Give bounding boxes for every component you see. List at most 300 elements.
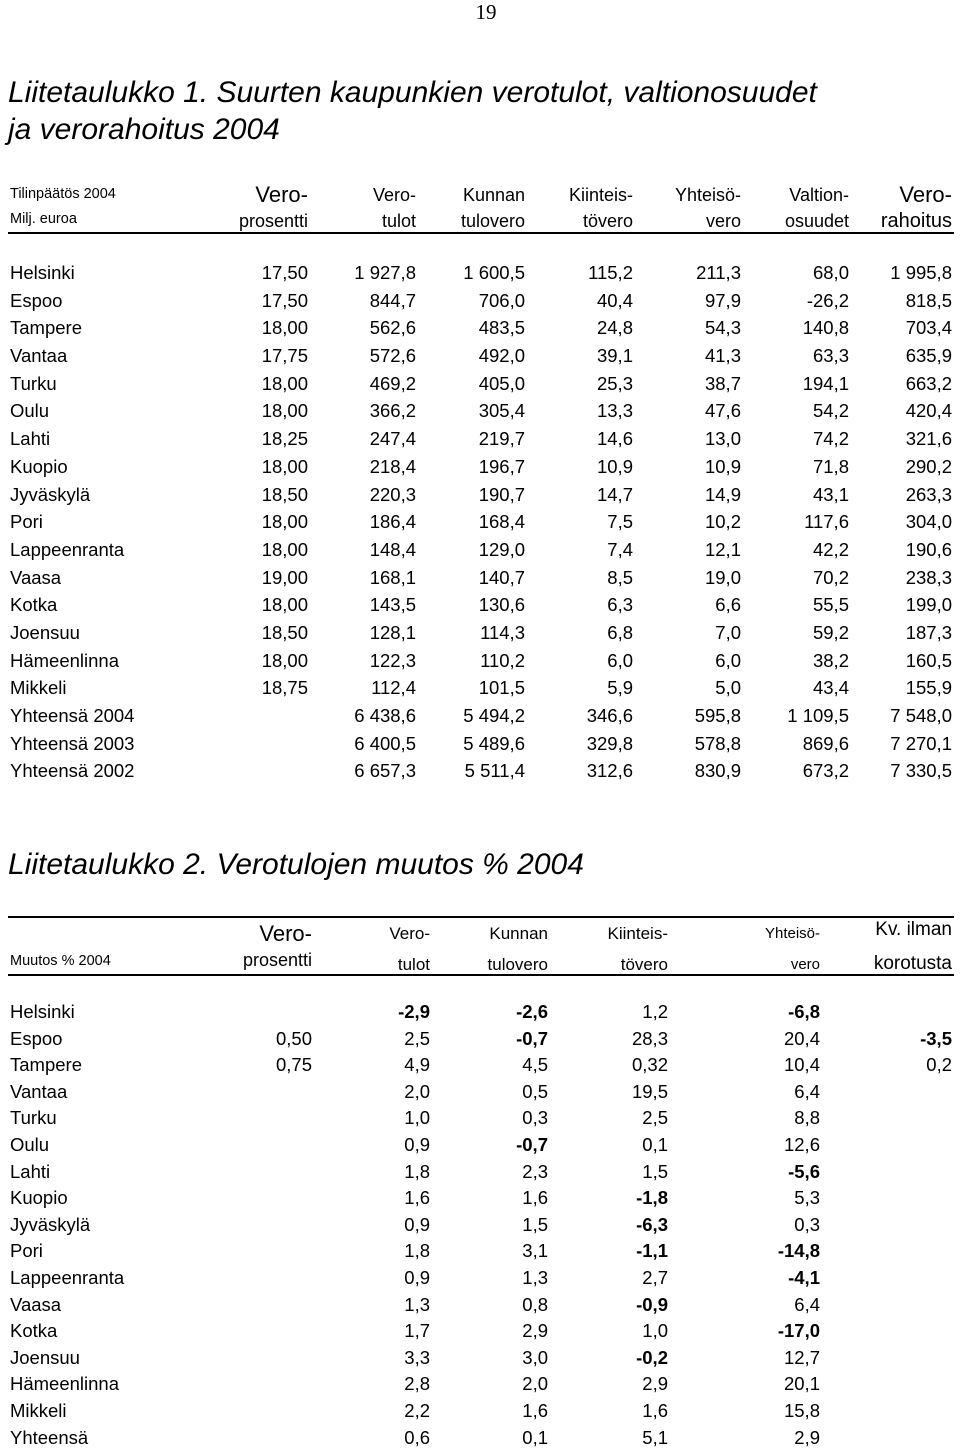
table-cell: 0,32 — [631, 1054, 668, 1076]
table-cell: 492,0 — [478, 345, 525, 367]
table-cell: 405,0 — [478, 372, 525, 394]
table-row — [8, 1318, 954, 1345]
row-name: Yhteensä 2004 — [10, 705, 135, 726]
row-name: Kotka — [10, 594, 58, 616]
table-cell: 70,2 — [812, 566, 849, 588]
table-cell: -1,8 — [636, 1187, 668, 1209]
table-cell: 168,1 — [369, 566, 416, 588]
table-cell: 5,1 — [642, 1426, 668, 1448]
table-cell: 18,00 — [261, 317, 308, 339]
table-cell: 55,5 — [812, 594, 849, 616]
column-header-line1: Valtion- — [789, 185, 849, 205]
table-cell: 2,0 — [404, 1080, 430, 1102]
table-cell: 1,6 — [404, 1187, 430, 1209]
table-cell: 1,6 — [522, 1399, 548, 1421]
column-header-2 — [389, 921, 430, 973]
table-cell: 6,6 — [715, 594, 741, 616]
row-name: Helsinki — [10, 1001, 75, 1022]
table-cell: 18,25 — [261, 428, 308, 450]
table-cell: 830,9 — [694, 760, 741, 782]
table-cell: 346,6 — [586, 705, 633, 726]
table-cell: 97,9 — [704, 289, 741, 311]
table-cell: 5,9 — [607, 677, 633, 699]
table-cell: 578,8 — [694, 732, 741, 754]
table-cell: 247,4 — [369, 428, 416, 450]
table-cell: 290,2 — [905, 455, 952, 477]
table-cell: 211,3 — [696, 262, 741, 283]
table-row — [8, 287, 954, 315]
row-name: Tampere — [10, 1054, 82, 1076]
table-cell: 12,6 — [783, 1133, 820, 1155]
column-header-line2: korotusta — [873, 953, 952, 974]
column-header-1 — [243, 921, 312, 973]
table-cell: 40,4 — [596, 289, 633, 311]
row-name: Yhteensä 2003 — [10, 732, 135, 754]
table-row — [8, 1371, 954, 1398]
table-cell: 68,0 — [812, 262, 849, 283]
table-cell: 148,4 — [369, 538, 416, 560]
table1-title-line2: ja verorahoitus 2004 — [8, 113, 280, 146]
table-cell: 13,0 — [704, 428, 741, 450]
table-cell: 196,7 — [478, 455, 525, 477]
table-row — [8, 1212, 954, 1239]
table-cell: -14,8 — [777, 1240, 820, 1262]
column-header-line2: tulot — [397, 955, 430, 974]
table-cell: 2,5 — [404, 1027, 430, 1049]
table-cell: -26,2 — [806, 289, 849, 311]
table-row — [8, 564, 954, 592]
column-header-line2: rahoitus — [880, 210, 952, 232]
table-cell: 18,00 — [261, 538, 308, 560]
table-row — [8, 1345, 954, 1372]
table-cell: 39,1 — [596, 345, 633, 367]
table-cell: 218,4 — [369, 455, 416, 477]
table-cell: 5,3 — [794, 1187, 820, 1209]
table-cell: -0,7 — [516, 1027, 548, 1049]
table-row — [8, 1132, 954, 1159]
table-cell: 115,2 — [588, 262, 633, 283]
column-header-3 — [488, 921, 548, 973]
table-row — [8, 999, 954, 1026]
column-header-line2: tulot — [381, 211, 416, 231]
row-name: Pori — [10, 1240, 43, 1262]
row-name: Vantaa — [10, 345, 68, 367]
table1-header-label — [10, 182, 116, 232]
table-cell: 366,2 — [369, 400, 416, 422]
row-name: Jyväskylä — [10, 483, 91, 505]
table-cell: 8,5 — [607, 566, 633, 588]
column-header-7 — [881, 182, 952, 234]
row-name: Helsinki — [10, 262, 75, 283]
table-cell: 18,00 — [261, 372, 308, 394]
table-cell: 595,8 — [694, 705, 741, 726]
column-header-line1: Kiinteis- — [568, 185, 633, 205]
table-cell: 2,3 — [522, 1160, 548, 1182]
column-header-line1: Vero- — [389, 924, 430, 943]
table-cell: 0,1 — [522, 1426, 548, 1448]
table-cell: 190,6 — [905, 538, 952, 560]
table-cell: 869,6 — [802, 732, 849, 754]
table-row — [8, 1398, 954, 1425]
table-cell: 14,6 — [596, 428, 633, 450]
table-cell: -4,1 — [788, 1266, 820, 1288]
table-cell: -1,1 — [636, 1240, 668, 1262]
table-cell: 17,50 — [261, 289, 308, 311]
table-cell: 42,2 — [812, 538, 849, 560]
row-name: Kotka — [10, 1320, 58, 1342]
table-cell: 12,7 — [783, 1346, 820, 1368]
table-row — [8, 425, 954, 453]
table-cell: 28,3 — [631, 1027, 668, 1049]
table-cell: 20,1 — [783, 1373, 820, 1395]
table-cell: 0,6 — [404, 1426, 430, 1448]
table-row — [8, 453, 954, 481]
table-cell: 63,3 — [812, 345, 849, 367]
table-row — [8, 1292, 954, 1319]
table-cell: 6 400,5 — [354, 732, 416, 754]
table-cell: 304,0 — [905, 511, 952, 533]
table-cell: 6 657,3 — [354, 760, 416, 782]
row-name: Yhteensä — [10, 1426, 89, 1448]
table-cell: 5 489,6 — [463, 732, 525, 754]
row-name: Hämeenlinna — [10, 649, 120, 671]
table-cell: 101,5 — [478, 677, 525, 699]
column-header-line1: Vero- — [372, 185, 416, 205]
table-row — [8, 1079, 954, 1106]
table1-header-rule — [8, 232, 954, 234]
column-header-line1: Vero- — [899, 182, 952, 207]
table-cell: 54,2 — [812, 400, 849, 422]
table-row — [8, 1425, 954, 1451]
column-header-line1: Kunnan — [489, 924, 548, 943]
table-cell: 1 600,5 — [463, 262, 525, 283]
table-cell: 5 494,2 — [463, 705, 525, 726]
table-cell: 2,2 — [404, 1399, 430, 1421]
table-row — [8, 1265, 954, 1292]
table-cell: 483,5 — [478, 317, 525, 339]
table-cell: 1,6 — [642, 1399, 668, 1421]
table-cell: 5,0 — [715, 677, 741, 699]
table-cell: 112,4 — [371, 677, 416, 699]
table-cell: 143,5 — [369, 594, 416, 616]
row-name: Vaasa — [10, 566, 62, 588]
table-cell: 6 438,6 — [354, 705, 416, 726]
table-cell: -5,6 — [788, 1160, 820, 1182]
column-header-5 — [765, 921, 820, 973]
table-row — [8, 259, 954, 287]
row-name: Lappeenranta — [10, 538, 125, 560]
table-cell: 0,50 — [275, 1027, 312, 1049]
row-name: Oulu — [10, 400, 50, 422]
row-name: Jyväskylä — [10, 1213, 91, 1235]
table-cell: 7 548,0 — [890, 705, 952, 726]
table-cell: 6,4 — [794, 1293, 820, 1315]
table-cell: 186,4 — [369, 511, 416, 533]
table-cell: 1,5 — [522, 1213, 548, 1235]
row-name: Kuopio — [10, 1187, 68, 1209]
table-cell: 18,50 — [261, 621, 308, 643]
table-row — [8, 481, 954, 509]
column-header-4 — [608, 921, 668, 973]
table-cell: 18,50 — [261, 483, 308, 505]
column-header-6 — [785, 182, 849, 234]
table-cell: -2,9 — [398, 1001, 430, 1022]
table-cell: 420,4 — [905, 400, 952, 422]
row-name: Hämeenlinna — [10, 1373, 120, 1395]
table-cell: 0,5 — [522, 1080, 548, 1102]
table-cell: 10,9 — [596, 455, 633, 477]
table2-header-label — [10, 949, 111, 973]
table-cell: 74,2 — [812, 428, 849, 450]
table-cell: 321,6 — [905, 428, 952, 450]
table-cell: 129,0 — [478, 538, 525, 560]
table-row — [8, 1105, 954, 1132]
row-name: Lahti — [10, 1160, 51, 1182]
table-cell: 19,5 — [631, 1080, 668, 1102]
table-cell: 329,8 — [586, 732, 633, 754]
column-header-4 — [569, 182, 633, 234]
column-header-2 — [373, 182, 416, 234]
table-cell: 19,00 — [261, 566, 308, 588]
row-name: Turku — [10, 1107, 57, 1129]
table-cell: 7,4 — [607, 538, 633, 560]
table-cell: -0,9 — [636, 1293, 668, 1315]
table-cell: 0,9 — [404, 1213, 430, 1235]
table-cell: 1,3 — [404, 1293, 430, 1315]
table-cell: 14,9 — [704, 483, 741, 505]
row-name: Lahti — [10, 428, 51, 450]
table-cell: 110,2 — [480, 649, 525, 671]
table-cell: 187,3 — [905, 621, 952, 643]
table-row — [8, 536, 954, 564]
table-cell: -0,2 — [636, 1346, 668, 1368]
row-name: Lappeenranta — [10, 1266, 125, 1288]
table-cell: 2,9 — [522, 1320, 548, 1342]
header-label-line1: Tilinpäätös 2004 — [10, 186, 116, 202]
table-cell: 14,7 — [596, 483, 633, 505]
column-header-line1: Yhteisö- — [674, 185, 741, 205]
table-cell: 6,0 — [715, 649, 741, 671]
column-header-5 — [675, 182, 741, 234]
row-name: Tampere — [10, 317, 82, 339]
table-cell: 54,3 — [704, 317, 741, 339]
table-cell: 703,4 — [905, 317, 952, 339]
table-cell: 155,9 — [905, 677, 952, 699]
table-cell: 199,0 — [905, 594, 952, 616]
table-row — [8, 702, 954, 730]
row-name: Turku — [10, 372, 57, 394]
table-cell: 1,6 — [522, 1187, 548, 1209]
table-cell: 8,8 — [794, 1107, 820, 1129]
table-cell: 17,50 — [261, 262, 308, 283]
table-cell: 18,00 — [261, 511, 308, 533]
table-cell: 1,5 — [642, 1160, 668, 1182]
table-row — [8, 342, 954, 370]
table-cell: 3,0 — [522, 1346, 548, 1368]
column-header-line2: tövero — [620, 955, 668, 974]
column-header-line2: osuudet — [784, 211, 849, 231]
table-cell: 562,6 — [369, 317, 416, 339]
table-cell: 1 995,8 — [890, 262, 952, 283]
table-cell: 13,3 — [596, 400, 633, 422]
table-cell: 38,7 — [704, 372, 741, 394]
table-cell: 220,3 — [369, 483, 416, 505]
table2-body — [8, 999, 954, 1451]
table-cell: 1 927,8 — [354, 262, 416, 283]
table-cell: 4,9 — [404, 1054, 430, 1076]
table-cell: -2,6 — [516, 1001, 548, 1022]
table-row — [8, 647, 954, 675]
column-header-line2: tulovero — [460, 211, 525, 231]
table-row — [8, 674, 954, 702]
row-name: Oulu — [10, 1133, 50, 1155]
table-cell: 41,3 — [704, 345, 741, 367]
column-header-line1: Kiinteis- — [607, 924, 668, 943]
table-cell: 219,7 — [478, 428, 525, 450]
table-cell: 140,7 — [478, 566, 525, 588]
row-name: Joensuu — [10, 621, 80, 643]
table-cell: 663,2 — [905, 372, 952, 394]
table-cell: 469,2 — [369, 372, 416, 394]
table-row — [8, 370, 954, 398]
column-header-line2: tulovero — [487, 955, 548, 974]
table-cell: 19,0 — [704, 566, 741, 588]
table-cell: 71,8 — [812, 455, 849, 477]
table-row — [8, 397, 954, 425]
row-name: Yhteensä 2002 — [10, 760, 135, 782]
table1-header — [8, 182, 954, 232]
table-cell: 3,1 — [522, 1240, 548, 1262]
table-cell: 1 109,5 — [787, 705, 849, 726]
column-header-6 — [874, 921, 952, 973]
table-cell: 7 270,1 — [890, 732, 952, 754]
column-header-line1: Yhteisö- — [764, 925, 820, 942]
table-row — [8, 1185, 954, 1212]
table-cell: 190,7 — [478, 483, 525, 505]
table-cell: 2,5 — [642, 1107, 668, 1129]
column-header-line2: prosentti — [242, 950, 312, 970]
table-row — [8, 1052, 954, 1079]
table-cell: 10,9 — [704, 455, 741, 477]
table2-header — [8, 921, 954, 973]
table1-title-line1: Liitetaulukko 1. Suurten kaupunkien verotulot, valtionosuudet — [8, 76, 817, 109]
table-cell: 18,75 — [261, 677, 308, 699]
table-cell: 706,0 — [478, 289, 525, 311]
table1-title — [8, 74, 948, 148]
table2-top-rule — [8, 916, 954, 918]
row-name: Vantaa — [10, 1080, 68, 1102]
column-header-line1: Vero- — [255, 182, 308, 207]
table-cell: 140,8 — [802, 317, 849, 339]
table-cell: 25,3 — [596, 372, 633, 394]
table-cell: 6,8 — [607, 621, 633, 643]
column-header-line1: Kv. ilman — [875, 919, 952, 940]
column-header-3 — [461, 182, 525, 234]
table-cell: 6,0 — [607, 649, 633, 671]
table-cell: 38,2 — [812, 649, 849, 671]
table-cell: 4,5 — [522, 1054, 548, 1076]
column-header-1 — [239, 182, 308, 234]
table-cell: 312,6 — [586, 760, 633, 782]
table-cell: 1,0 — [642, 1320, 668, 1342]
table-row — [8, 757, 954, 785]
table-cell: 1,3 — [522, 1266, 548, 1288]
table-cell: 7 330,5 — [890, 760, 952, 782]
row-name: Espoo — [10, 289, 63, 311]
table-cell: 818,5 — [905, 289, 952, 311]
table-cell: 15,8 — [783, 1399, 820, 1421]
header-label-line2: Milj. euroa — [10, 211, 77, 227]
table-cell: 0,75 — [275, 1054, 312, 1076]
table-cell: -17,0 — [777, 1320, 820, 1342]
table-row — [8, 591, 954, 619]
table-cell: 122,3 — [369, 649, 416, 671]
table-cell: 305,4 — [478, 400, 525, 422]
column-header-line2: vero — [790, 956, 820, 973]
table-cell: 18,00 — [261, 400, 308, 422]
table-cell: 0,3 — [794, 1213, 820, 1235]
table-cell: 18,00 — [261, 594, 308, 616]
table-cell: 2,8 — [404, 1373, 430, 1395]
table-cell: 635,9 — [905, 345, 952, 367]
column-header-line2: vero — [705, 211, 741, 231]
table-cell: 0,9 — [404, 1266, 430, 1288]
column-header-line2: tövero — [582, 211, 633, 231]
table-cell: 47,6 — [704, 400, 741, 422]
table-cell: 2,0 — [522, 1373, 548, 1395]
table-cell: 18,00 — [261, 649, 308, 671]
table-cell: 160,5 — [905, 649, 952, 671]
table-row — [8, 1238, 954, 1265]
table-cell: 194,1 — [802, 372, 849, 394]
table-cell: 263,3 — [905, 483, 952, 505]
table-cell: 1,7 — [404, 1320, 430, 1342]
row-name: Mikkeli — [10, 677, 67, 699]
table2-title: Liitetaulukko 2. Verotulojen muutos % 2004 — [8, 848, 584, 881]
table-cell: 6,4 — [794, 1080, 820, 1102]
table-cell: -3,5 — [920, 1027, 952, 1049]
table-row — [8, 619, 954, 647]
table-cell: 1,2 — [642, 1001, 668, 1022]
table-cell: 10,2 — [704, 511, 741, 533]
table-row — [8, 1159, 954, 1186]
table-cell: 0,2 — [926, 1054, 952, 1076]
row-name: Pori — [10, 511, 43, 533]
table-cell: 128,1 — [369, 621, 416, 643]
column-header-line1: Kunnan — [462, 185, 525, 205]
table-cell: 24,8 — [596, 317, 633, 339]
table-cell: 12,1 — [704, 538, 741, 560]
table-cell: 59,2 — [812, 621, 849, 643]
table-cell: 1,0 — [404, 1107, 430, 1129]
table-cell: 114,3 — [480, 621, 525, 643]
table-row — [8, 730, 954, 758]
table-cell: 7,0 — [715, 621, 741, 643]
table-cell: 1,8 — [404, 1160, 430, 1182]
table-cell: 10,4 — [783, 1054, 820, 1076]
table-cell: 43,4 — [812, 677, 849, 699]
table-cell: 3,3 — [404, 1346, 430, 1368]
page-number: 19 — [475, 0, 497, 24]
row-name: Kuopio — [10, 455, 68, 477]
table-cell: 17,75 — [261, 345, 308, 367]
table-cell: 0,8 — [522, 1293, 548, 1315]
table-cell: 2,9 — [642, 1373, 668, 1395]
table-cell: 6,3 — [607, 594, 633, 616]
table-cell: 2,7 — [642, 1266, 668, 1288]
table-cell: 572,6 — [369, 345, 416, 367]
table-cell: -0,7 — [516, 1133, 548, 1155]
